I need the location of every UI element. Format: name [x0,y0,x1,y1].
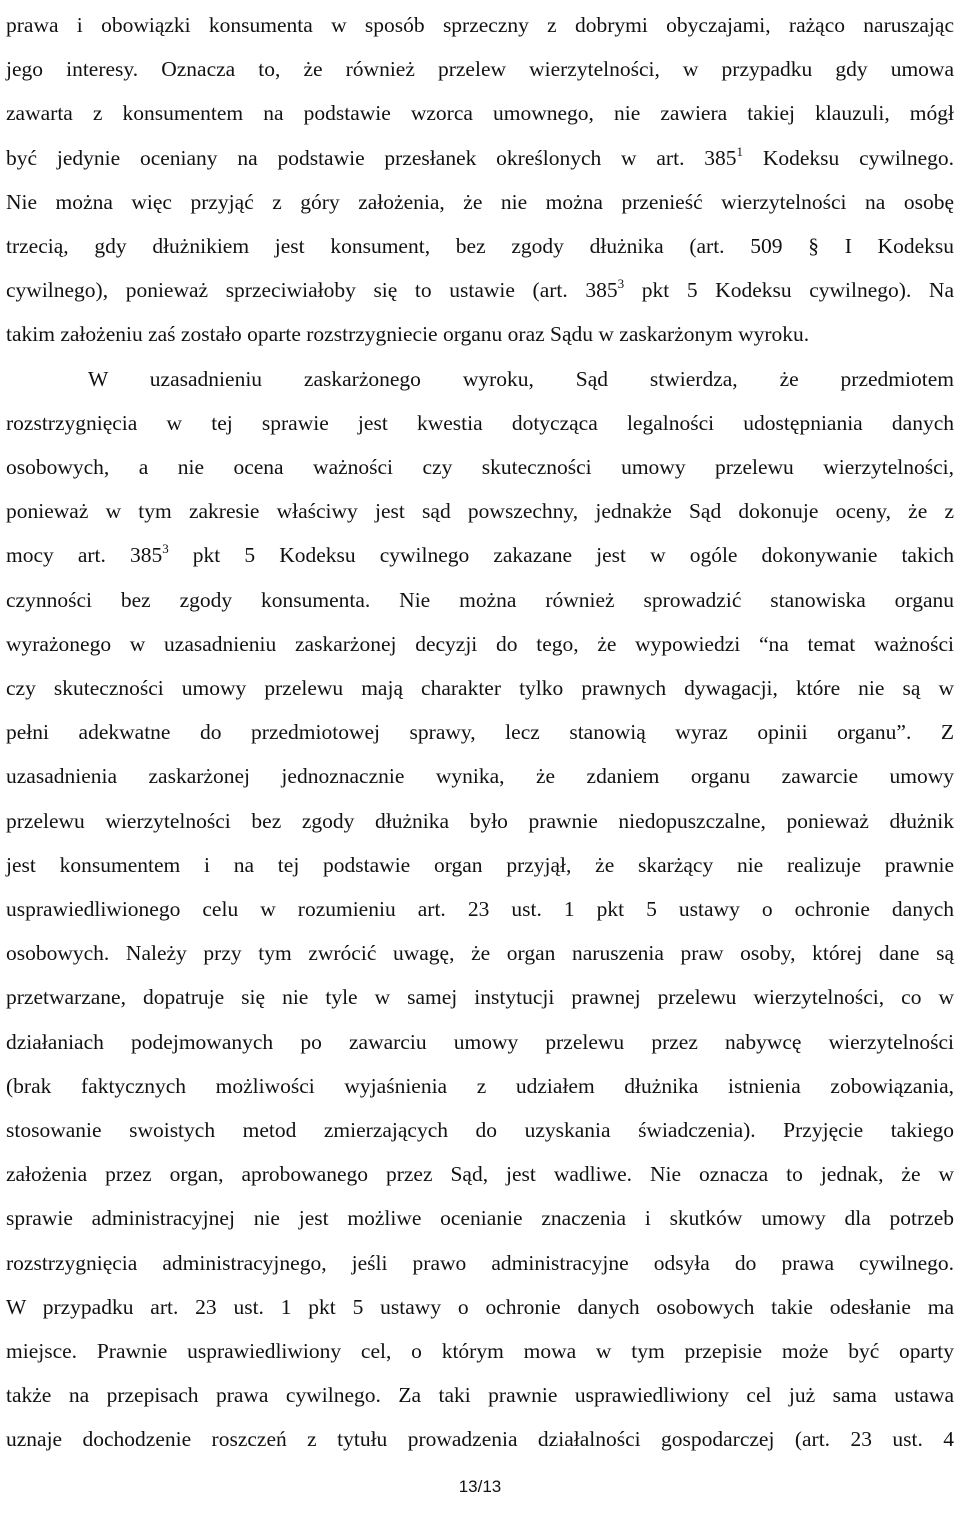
text-line [6,938,954,968]
text-line [6,1336,954,1366]
text-line [6,1159,954,1189]
text-fragment: stosowanie swoistych metod zmierzających do uzyskania świadczenia). Przyjęcie takiego [6,1118,954,1142]
text-line [6,540,954,570]
text-fragment: założenia przez organ, aprobowanego przez Sąd, jest wadliwe. Nie oznacza to jednak, że w [6,1162,954,1187]
text-fragment: trzecią, gdy dłużnikiem jest konsument, bez zgody dłużnika (art. 509 § I Kodeksu [6,234,954,258]
text-line [6,98,954,128]
text-fragment: ponieważ w tym zakresie właściwy jest sąd powszechny, jednakże Sąd dokonuje oceny, że z [6,499,954,524]
text-line [6,275,954,305]
text-line [6,408,954,438]
text-fragment: rozstrzygnięcia administracyjnego, jeśli prawo administracyjne odsyła do prawa cywilnego. [6,1250,954,1275]
text-line [6,1203,954,1233]
text-fragment: pkt 5 Kodeksu cywilnego). Na [624,278,954,303]
text-fragment: zawarta z konsumentem na podstawie wzorca umownego, nie zawiera takiej klauzuli, mógł [6,101,954,126]
text-fragment: czynności bez zgody konsumenta. Nie można również sprowadzić stanowiska organu [6,587,954,612]
text-fragment: także na przepisach prawa cywilnego. Za taki prawnie usprawiedliwiony cel już sama ustawa [6,1383,954,1408]
text-line [6,1115,954,1145]
text-fragment: cywilnego), ponieważ sprzeciwiałoby się to ustawie (art. 385 [6,278,618,303]
superscript: 1 [736,143,744,159]
text-fragment: Nie można więc przyjąć z góry założenia, że nie można przenieść wierzytelności na osobę [6,189,954,214]
text-line [6,673,954,703]
text-fragment: usprawiedliwionego celu w rozumieniu art. 23 ust. 1 pkt 5 ustawy o ochronie danych [6,897,954,921]
text-fragment: pkt 5 Kodeksu cywilnego zakazane jest w ogóle dokonywanie takich [168,543,954,568]
text-line [6,1071,954,1101]
text-fragment: osobowych. Należy przy tym zwrócić uwagę, że organ naruszenia praw osoby, której dane są [6,941,954,966]
text-fragment: uzasadnienia zaskarżonej jednoznacznie wynika, że zdaniem organu zawarcie umowy [6,764,954,789]
text-fragment: mocy art. 385 [6,543,163,568]
text-fragment: rozstrzygnięcia w tej sprawie jest kwestia dotycząca legalności udostępniania danych [6,410,954,435]
text-fragment: W przypadku art. 23 ust. 1 pkt 5 ustawy o ochronie danych osobowych takie odesłanie ma [6,1294,954,1319]
text-line [6,10,954,40]
text-line [6,143,954,173]
superscript: 3 [617,276,625,292]
text-fragment: działaniach podejmowanych po zawarciu umowy przelewu przez nabywcę wierzytelności [6,1029,954,1054]
text-line [6,496,954,526]
text-line [6,1380,954,1410]
text-line [6,761,954,791]
text-fragment: uznaje dochodzenie roszczeń z tytułu prowadzenia działalności gospodarczej (art. 23 ust. 4 [6,1427,954,1452]
text-line [6,806,954,836]
text-fragment: jego interesy. Oznacza to, że również przelew wierzytelności, w przypadku gdy umowa [6,57,954,82]
superscript: 3 [162,541,169,557]
text-fragment: prawa i obowiązki konsumenta w sposób sprzeczny z dobrymi obyczajami, rażąco naruszając [6,13,954,37]
text-fragment: przelewu wierzytelności bez zgody dłużnika było prawnie niedopuszczalne, ponieważ dłużnik [6,808,954,833]
text-fragment: sprawie administracyjnej nie jest możliwe ocenianie znaczenia i skutków umowy dla potrzeb [6,1206,954,1231]
text-line [6,1292,954,1322]
text-fragment: pełni adekwatne do przedmiotowej sprawy, lecz stanowią wyraz opinii organu”. Z [6,720,954,745]
text-line [6,982,954,1012]
text-line [6,585,954,615]
text-fragment: Kodeksu cywilnego. [743,145,955,170]
text-line [6,850,954,880]
text-fragment: jest konsumentem i na tej podstawie organ przyjął, że skarżący nie realizuje prawnie [6,852,954,877]
text-fragment: W uzasadnieniu zaskarżonego wyroku, Sąd stwierdza, że przedmiotem [88,366,954,391]
text-line [88,364,954,394]
text-fragment: czy skuteczności umowy przelewu mają charakter tylko prawnych dywagacji, które nie są w [6,676,954,700]
text-line [6,452,954,482]
text-line [6,54,954,84]
text-line [6,231,954,261]
text-line [6,1248,954,1278]
text-fragment: wyrażonego w uzasadnieniu zaskarżonej decyzji do tego, że wypowiedzi “na temat ważności [6,631,954,656]
text-line [6,717,954,747]
text-line [6,1027,954,1057]
text-line [6,319,954,349]
text-line [6,1424,954,1454]
page-number: 13/13 [458,1477,502,1496]
text-fragment: osobowych, a nie ocena ważności czy skuteczności umowy przelewu wierzytelności, [6,455,954,479]
text-fragment: być jedynie oceniany na podstawie przesłanek określonych w art. 385 [6,145,737,170]
text-fragment: (brak faktycznych możliwości wyjaśnienia z udziałem dłużnika istnienia zobowiązania, [6,1073,954,1098]
text-line [6,187,954,217]
text-fragment: takim założeniu zaś zostało oparte rozstrzygniecie organu oraz Sądu w zaskarżonym wyroku. [6,322,810,347]
text-fragment: miejsce. Prawnie usprawiedliwiony cel, o którym mowa w tym przepisie może być oparty [6,1339,954,1363]
text-fragment: przetwarzane, dopatruje się nie tyle w samej instytucji prawnej przelewu wierzytelności, co w [6,985,954,1010]
text-line [6,629,954,659]
text-line [6,894,954,924]
